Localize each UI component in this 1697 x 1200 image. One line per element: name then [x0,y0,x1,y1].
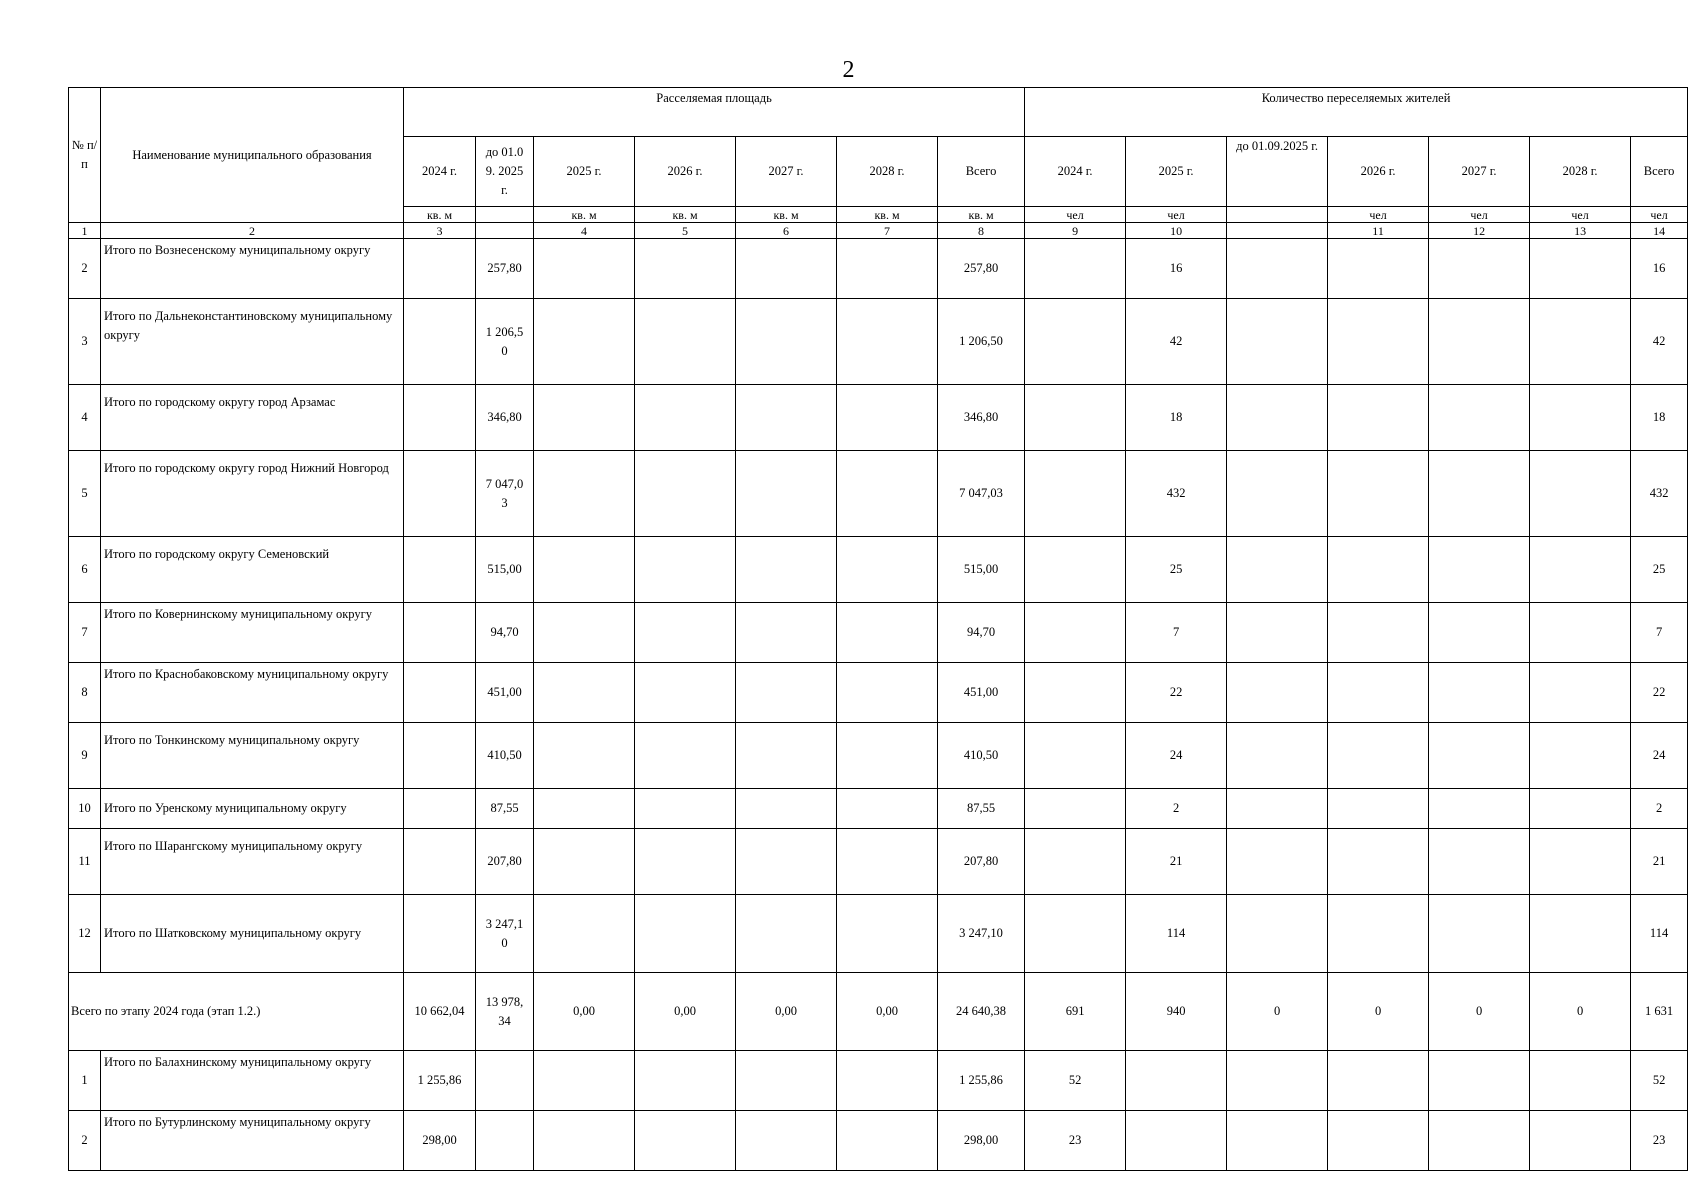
cell-area-2027 [736,895,837,973]
cell-area-2025 [534,723,635,789]
cell-area-2025 [534,1111,635,1171]
cell-res-2026 [1328,239,1429,299]
cell-area-2028 [837,895,938,973]
cell-area-2025 [534,385,635,451]
cell-area-2026 [635,385,736,451]
header-res-total: Всего [1631,137,1688,207]
cell-area-2026 [635,789,736,829]
cell-res-before-0109-2025 [1227,299,1328,385]
total-res-2026: 0 [1328,973,1429,1051]
cell-res-2027 [1429,663,1530,723]
header-area-group: Расселяемая площадь [404,88,1025,137]
cell-res-2027 [1429,239,1530,299]
row-name: Итого по Вознесенскому муниципальному округу [101,239,404,299]
cell-res-2028 [1530,451,1631,537]
cell-area-2026 [635,239,736,299]
row-num: 5 [69,451,101,537]
cell-res-before-0109-2025 [1227,723,1328,789]
cell-res-2028 [1530,663,1631,723]
cell-area-total: 207,80 [938,829,1025,895]
cell-area-2024 [404,603,476,663]
cell-res-2026 [1328,1051,1429,1111]
unit-cell [1227,207,1328,223]
cell-area-2028 [837,789,938,829]
cell-res-total: 2 [1631,789,1688,829]
table-row [69,299,1688,385]
cell-area-2028 [837,537,938,603]
cell-area-before-0109-2025: 7 047,03 [476,451,534,537]
unit-cell: чел [1025,207,1126,223]
index-cell: 1 [69,223,101,239]
resettlement-table [68,87,1688,1171]
unit-cell: чел [1328,207,1429,223]
cell-area-before-0109-2025: 3 247,10 [476,895,534,973]
cell-area-2028 [837,723,938,789]
index-cell: 9 [1025,223,1126,239]
stage-total-row [69,973,1688,1051]
cell-area-2027 [736,1111,837,1171]
row-num: 3 [69,299,101,385]
row-num: 12 [69,895,101,973]
cell-area-2028 [837,663,938,723]
total-area-2026: 0,00 [635,973,736,1051]
cell-area-before-0109-2025: 346,80 [476,385,534,451]
cell-res-2026 [1328,895,1429,973]
cell-res-2026 [1328,723,1429,789]
cell-res-2028 [1530,239,1631,299]
row-num: 10 [69,789,101,829]
row-num: 2 [69,1111,101,1171]
cell-res-total: 25 [1631,537,1688,603]
cell-res-2028 [1530,385,1631,451]
index-cell: 10 [1126,223,1227,239]
row-name: Итого по городскому округу Семеновский [101,537,404,603]
table-row [69,663,1688,723]
cell-area-before-0109-2025: 257,80 [476,239,534,299]
cell-area-2026 [635,663,736,723]
cell-res-before-0109-2025 [1227,451,1328,537]
row-num: 7 [69,603,101,663]
index-cell: 6 [736,223,837,239]
row-num: 9 [69,723,101,789]
cell-res-total: 42 [1631,299,1688,385]
cell-area-2027 [736,537,837,603]
cell-area-before-0109-2025: 1 206,50 [476,299,534,385]
cell-area-2024 [404,663,476,723]
cell-res-total: 7 [1631,603,1688,663]
table-row [69,723,1688,789]
cell-area-2024 [404,895,476,973]
header-name: Наименование муниципального образования [101,88,404,223]
cell-area-2026 [635,537,736,603]
cell-res-2027 [1429,299,1530,385]
cell-res-2024 [1025,299,1126,385]
cell-res-before-0109-2025 [1227,789,1328,829]
cell-res-2026 [1328,1111,1429,1171]
total-res-2025: 940 [1126,973,1227,1051]
cell-res-2027 [1429,385,1530,451]
cell-area-2025 [534,895,635,973]
page-number: 2 [842,57,855,83]
cell-res-2026 [1328,789,1429,829]
cell-res-2025: 21 [1126,829,1227,895]
cell-res-before-0109-2025 [1227,895,1328,973]
cell-area-total: 87,55 [938,789,1025,829]
row-num: 2 [69,239,101,299]
index-cell: 2 [101,223,404,239]
cell-res-before-0109-2025 [1227,1111,1328,1171]
header-num: № п/п [69,88,101,223]
total-res-before-0109-2025: 0 [1227,973,1328,1051]
header-residents-group: Количество переселяемых жителей [1025,88,1688,137]
row-num: 8 [69,663,101,723]
cell-res-2024 [1025,239,1126,299]
header-res-before-0109-2025: до 01.09.2025 г. [1227,137,1328,207]
row-name: Итого по Шарангскому муниципальному округу [101,829,404,895]
cell-area-2024: 1 255,86 [404,1051,476,1111]
cell-area-total: 257,80 [938,239,1025,299]
cell-res-2025: 7 [1126,603,1227,663]
cell-res-2024 [1025,663,1126,723]
total-area-2024: 10 662,04 [404,973,476,1051]
cell-res-2024: 52 [1025,1051,1126,1111]
cell-res-before-0109-2025 [1227,385,1328,451]
cell-area-total: 298,00 [938,1111,1025,1171]
cell-res-2024 [1025,603,1126,663]
unit-cell: чел [1631,207,1688,223]
cell-area-2028 [837,1051,938,1111]
cell-res-total: 18 [1631,385,1688,451]
cell-area-total: 7 047,03 [938,451,1025,537]
cell-res-2026 [1328,603,1429,663]
total-res-2027: 0 [1429,973,1530,1051]
cell-res-2025: 22 [1126,663,1227,723]
cell-res-2024 [1025,789,1126,829]
total-area-total: 24 640,38 [938,973,1025,1051]
header-area-before-0109-2025: до 01.09. 2025 г. [476,137,534,207]
index-cell: 8 [938,223,1025,239]
cell-res-2024 [1025,829,1126,895]
total-res-total: 1 631 [1631,973,1688,1051]
cell-area-2025 [534,239,635,299]
stage-total-label: Всего по этапу 2024 года (этап 1.2.) [69,973,404,1051]
cell-area-2027 [736,829,837,895]
cell-area-before-0109-2025 [476,1111,534,1171]
row-name: Итого по Дальнеконстантиновскому муниципальному округу [101,299,404,385]
cell-area-2028 [837,603,938,663]
cell-area-2027 [736,723,837,789]
cell-area-2028 [837,385,938,451]
index-cell: 13 [1530,223,1631,239]
table-row [69,239,1688,299]
row-num: 4 [69,385,101,451]
cell-res-2025: 16 [1126,239,1227,299]
cell-area-total: 410,50 [938,723,1025,789]
header-area-2026: 2026 г. [635,137,736,207]
cell-res-2026 [1328,829,1429,895]
cell-res-before-0109-2025 [1227,603,1328,663]
cell-area-2026 [635,299,736,385]
index-cell: 14 [1631,223,1688,239]
cell-area-2025 [534,537,635,603]
header-res-2024: 2024 г. [1025,137,1126,207]
cell-area-before-0109-2025: 87,55 [476,789,534,829]
row-name: Итого по Уренскому муниципальному округу [101,789,404,829]
header-area-2028: 2028 г. [837,137,938,207]
cell-res-2027 [1429,829,1530,895]
cell-area-2026 [635,829,736,895]
cell-res-2028 [1530,723,1631,789]
cell-area-2028 [837,451,938,537]
total-area-2025: 0,00 [534,973,635,1051]
cell-res-before-0109-2025 [1227,829,1328,895]
header-res-2027: 2027 г. [1429,137,1530,207]
cell-res-2028 [1530,1051,1631,1111]
cell-res-2027 [1429,537,1530,603]
cell-res-total: 16 [1631,239,1688,299]
cell-area-2026 [635,895,736,973]
cell-res-total: 24 [1631,723,1688,789]
cell-area-2024 [404,723,476,789]
cell-area-2024 [404,299,476,385]
cell-res-before-0109-2025 [1227,663,1328,723]
table-row [69,789,1688,829]
cell-area-2025 [534,663,635,723]
unit-cell: чел [1126,207,1227,223]
cell-area-2024 [404,239,476,299]
cell-res-before-0109-2025 [1227,1051,1328,1111]
row-num: 1 [69,1051,101,1111]
cell-area-2024 [404,451,476,537]
unit-cell: кв. м [404,207,476,223]
cell-res-2027 [1429,789,1530,829]
cell-res-2027 [1429,1111,1530,1171]
cell-res-2027 [1429,1051,1530,1111]
cell-area-2027 [736,451,837,537]
unit-cell: кв. м [534,207,635,223]
cell-area-total: 1 255,86 [938,1051,1025,1111]
cell-area-2026 [635,603,736,663]
cell-area-2025 [534,451,635,537]
cell-area-2028 [837,299,938,385]
cell-area-2028 [837,239,938,299]
cell-res-2025: 432 [1126,451,1227,537]
header-res-2028: 2028 г. [1530,137,1631,207]
table-row [69,829,1688,895]
cell-res-total: 23 [1631,1111,1688,1171]
cell-area-2026 [635,451,736,537]
cell-res-2028 [1530,789,1631,829]
cell-res-2025: 24 [1126,723,1227,789]
unit-cell: кв. м [635,207,736,223]
cell-res-2028 [1530,895,1631,973]
table-row [69,537,1688,603]
header-area-2027: 2027 г. [736,137,837,207]
unit-cell [476,207,534,223]
cell-area-2026 [635,1051,736,1111]
cell-area-before-0109-2025 [476,1051,534,1111]
cell-area-before-0109-2025: 410,50 [476,723,534,789]
cell-res-before-0109-2025 [1227,239,1328,299]
cell-res-2025: 42 [1126,299,1227,385]
total-area-2027: 0,00 [736,973,837,1051]
cell-res-2025: 25 [1126,537,1227,603]
cell-res-2027 [1429,723,1530,789]
row-name: Итого по Балахнинскому муниципальному округу [101,1051,404,1111]
cell-area-total: 1 206,50 [938,299,1025,385]
header-area-2025: 2025 г. [534,137,635,207]
cell-area-2027 [736,663,837,723]
cell-area-2028 [837,829,938,895]
header-area-total: Всего [938,137,1025,207]
table-row [69,1051,1688,1111]
cell-area-2025 [534,603,635,663]
index-cell: 4 [534,223,635,239]
row-num: 11 [69,829,101,895]
cell-res-2025 [1126,1111,1227,1171]
header-res-2026: 2026 г. [1328,137,1429,207]
cell-area-before-0109-2025: 515,00 [476,537,534,603]
cell-res-2025: 18 [1126,385,1227,451]
cell-res-2025 [1126,1051,1227,1111]
unit-cell: чел [1429,207,1530,223]
row-name: Итого по городскому округу город Нижний Новгород [101,451,404,537]
cell-area-2027 [736,603,837,663]
cell-res-2028 [1530,603,1631,663]
cell-res-2028 [1530,299,1631,385]
cell-area-2025 [534,299,635,385]
cell-res-2028 [1530,537,1631,603]
row-name: Итого по Тонкинскому муниципальному округу [101,723,404,789]
cell-res-2027 [1429,451,1530,537]
cell-area-total: 346,80 [938,385,1025,451]
cell-res-2024 [1025,385,1126,451]
cell-res-2028 [1530,829,1631,895]
table-row [69,1111,1688,1171]
total-area-before-0109-2025: 13 978,34 [476,973,534,1051]
cell-res-total: 52 [1631,1051,1688,1111]
unit-cell: кв. м [736,207,837,223]
header-area-2024: 2024 г. [404,137,476,207]
cell-res-2027 [1429,895,1530,973]
cell-area-before-0109-2025: 451,00 [476,663,534,723]
cell-area-total: 515,00 [938,537,1025,603]
table-row [69,603,1688,663]
unit-cell: кв. м [938,207,1025,223]
cell-area-2024 [404,385,476,451]
cell-res-2026 [1328,663,1429,723]
cell-area-2026 [635,723,736,789]
header-group-row [69,88,1688,137]
row-name: Итого по Ковернинскому муниципальному округу [101,603,404,663]
cell-area-2026 [635,1111,736,1171]
row-num: 6 [69,537,101,603]
unit-cell: кв. м [837,207,938,223]
cell-res-2026 [1328,451,1429,537]
row-name: Итого по Шатковскому муниципальному округу [101,895,404,973]
cell-res-2024 [1025,451,1126,537]
total-area-2028: 0,00 [837,973,938,1051]
cell-res-2026 [1328,537,1429,603]
index-cell: 3 [404,223,476,239]
cell-area-before-0109-2025: 207,80 [476,829,534,895]
row-name: Итого по городскому округу город Арзамас [101,385,404,451]
cell-res-2025: 114 [1126,895,1227,973]
cell-area-2024 [404,829,476,895]
index-cell: 12 [1429,223,1530,239]
table-row [69,451,1688,537]
index-cell [476,223,534,239]
cell-res-total: 22 [1631,663,1688,723]
cell-area-total: 451,00 [938,663,1025,723]
unit-cell: чел [1530,207,1631,223]
cell-res-2024 [1025,537,1126,603]
cell-res-2025: 2 [1126,789,1227,829]
cell-res-2026 [1328,385,1429,451]
cell-area-2027 [736,789,837,829]
cell-res-2028 [1530,1111,1631,1171]
cell-area-2024 [404,789,476,829]
table-row [69,895,1688,973]
cell-res-2026 [1328,299,1429,385]
index-cell: 7 [837,223,938,239]
cell-res-total: 21 [1631,829,1688,895]
total-res-2024: 691 [1025,973,1126,1051]
cell-area-total: 3 247,10 [938,895,1025,973]
cell-area-2025 [534,1051,635,1111]
cell-area-2027 [736,385,837,451]
cell-area-2025 [534,789,635,829]
cell-res-total: 114 [1631,895,1688,973]
index-cell [1227,223,1328,239]
cell-area-before-0109-2025: 94,70 [476,603,534,663]
row-name: Итого по Краснобаковскому муниципальному округу [101,663,404,723]
cell-res-2024 [1025,723,1126,789]
row-name: Итого по Бутурлинскому муниципальному округу [101,1111,404,1171]
cell-area-total: 94,70 [938,603,1025,663]
cell-res-total: 432 [1631,451,1688,537]
cell-area-2027 [736,239,837,299]
cell-res-before-0109-2025 [1227,537,1328,603]
index-cell: 5 [635,223,736,239]
total-res-2028: 0 [1530,973,1631,1051]
index-cell: 11 [1328,223,1429,239]
cell-area-2024: 298,00 [404,1111,476,1171]
cell-res-2024 [1025,895,1126,973]
cell-area-2027 [736,1051,837,1111]
table-row [69,385,1688,451]
cell-area-2024 [404,537,476,603]
cell-area-2027 [736,299,837,385]
cell-res-2024: 23 [1025,1111,1126,1171]
column-index-row [69,223,1688,239]
header-res-2025: 2025 г. [1126,137,1227,207]
cell-area-2028 [837,1111,938,1171]
cell-res-2027 [1429,603,1530,663]
cell-area-2025 [534,829,635,895]
